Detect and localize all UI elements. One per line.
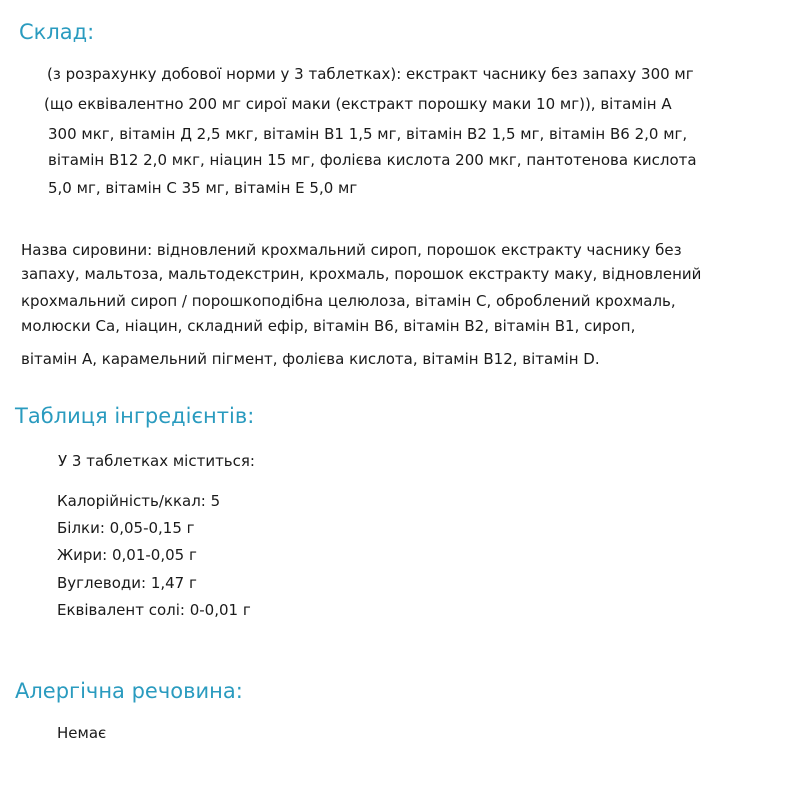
raw-materials-line: крохмальний сироп / порошкоподібна целюлоза, вітамін C, оброблений крохмаль, — [21, 292, 676, 310]
raw-materials-line: запаху, мальтоза, мальтодекстрин, крохмаль, порошок екстракту маку, відновлений — [21, 265, 702, 283]
raw-materials-line: Назва сировини: відновлений крохмальний сироп, порошок екстракту часнику без — [21, 241, 682, 259]
composition-line: (з розрахунку добової норми у 3 таблетках): екстракт часнику без запаху 300 мг — [47, 65, 694, 83]
nutrition-item: Білки: 0,05-0,15 г — [57, 519, 195, 537]
allergen-heading: Алергічна речовина: — [15, 679, 243, 703]
nutrition-item: Жири: 0,01-0,05 г — [57, 546, 197, 564]
raw-materials-line: молюски Ca, ніацин, складний ефір, вітамін B6, вітамін B2, вітамін B1, сироп, — [21, 317, 636, 335]
allergen-value: Немає — [57, 724, 107, 742]
composition-line: 300 мкг, вітамін Д 2,5 мкг, вітамін B1 1,5 мг, вітамін B2 1,5 мг, вітамін B6 2,0 мг, — [48, 125, 688, 143]
ingredients-intro: У 3 таблетках міститься: — [58, 452, 255, 470]
raw-materials-line: вітамін A, карамельний пігмент, фолієва кислота, вітамін B12, вітамін D. — [21, 350, 600, 368]
nutrition-item: Вуглеводи: 1,47 г — [57, 574, 197, 592]
nutrition-item: Калорійність/ккал: 5 — [57, 492, 221, 510]
nutrition-item: Еквівалент солі: 0-0,01 г — [57, 601, 251, 619]
composition-line: (що еквівалентно 200 мг сирої маки (екстракт порошку маки 10 мг)), вітамін A — [44, 95, 672, 113]
composition-line: вітамін B12 2,0 мкг, ніацин 15 мг, фолієва кислота 200 мкг, пантотенова кислота — [48, 151, 697, 169]
composition-heading: Склад: — [19, 20, 95, 44]
ingredients-heading: Таблиця інгредієнтів: — [15, 404, 255, 428]
composition-line: 5,0 мг, вітамін C 35 мг, вітамін E 5,0 мг — [48, 179, 358, 197]
